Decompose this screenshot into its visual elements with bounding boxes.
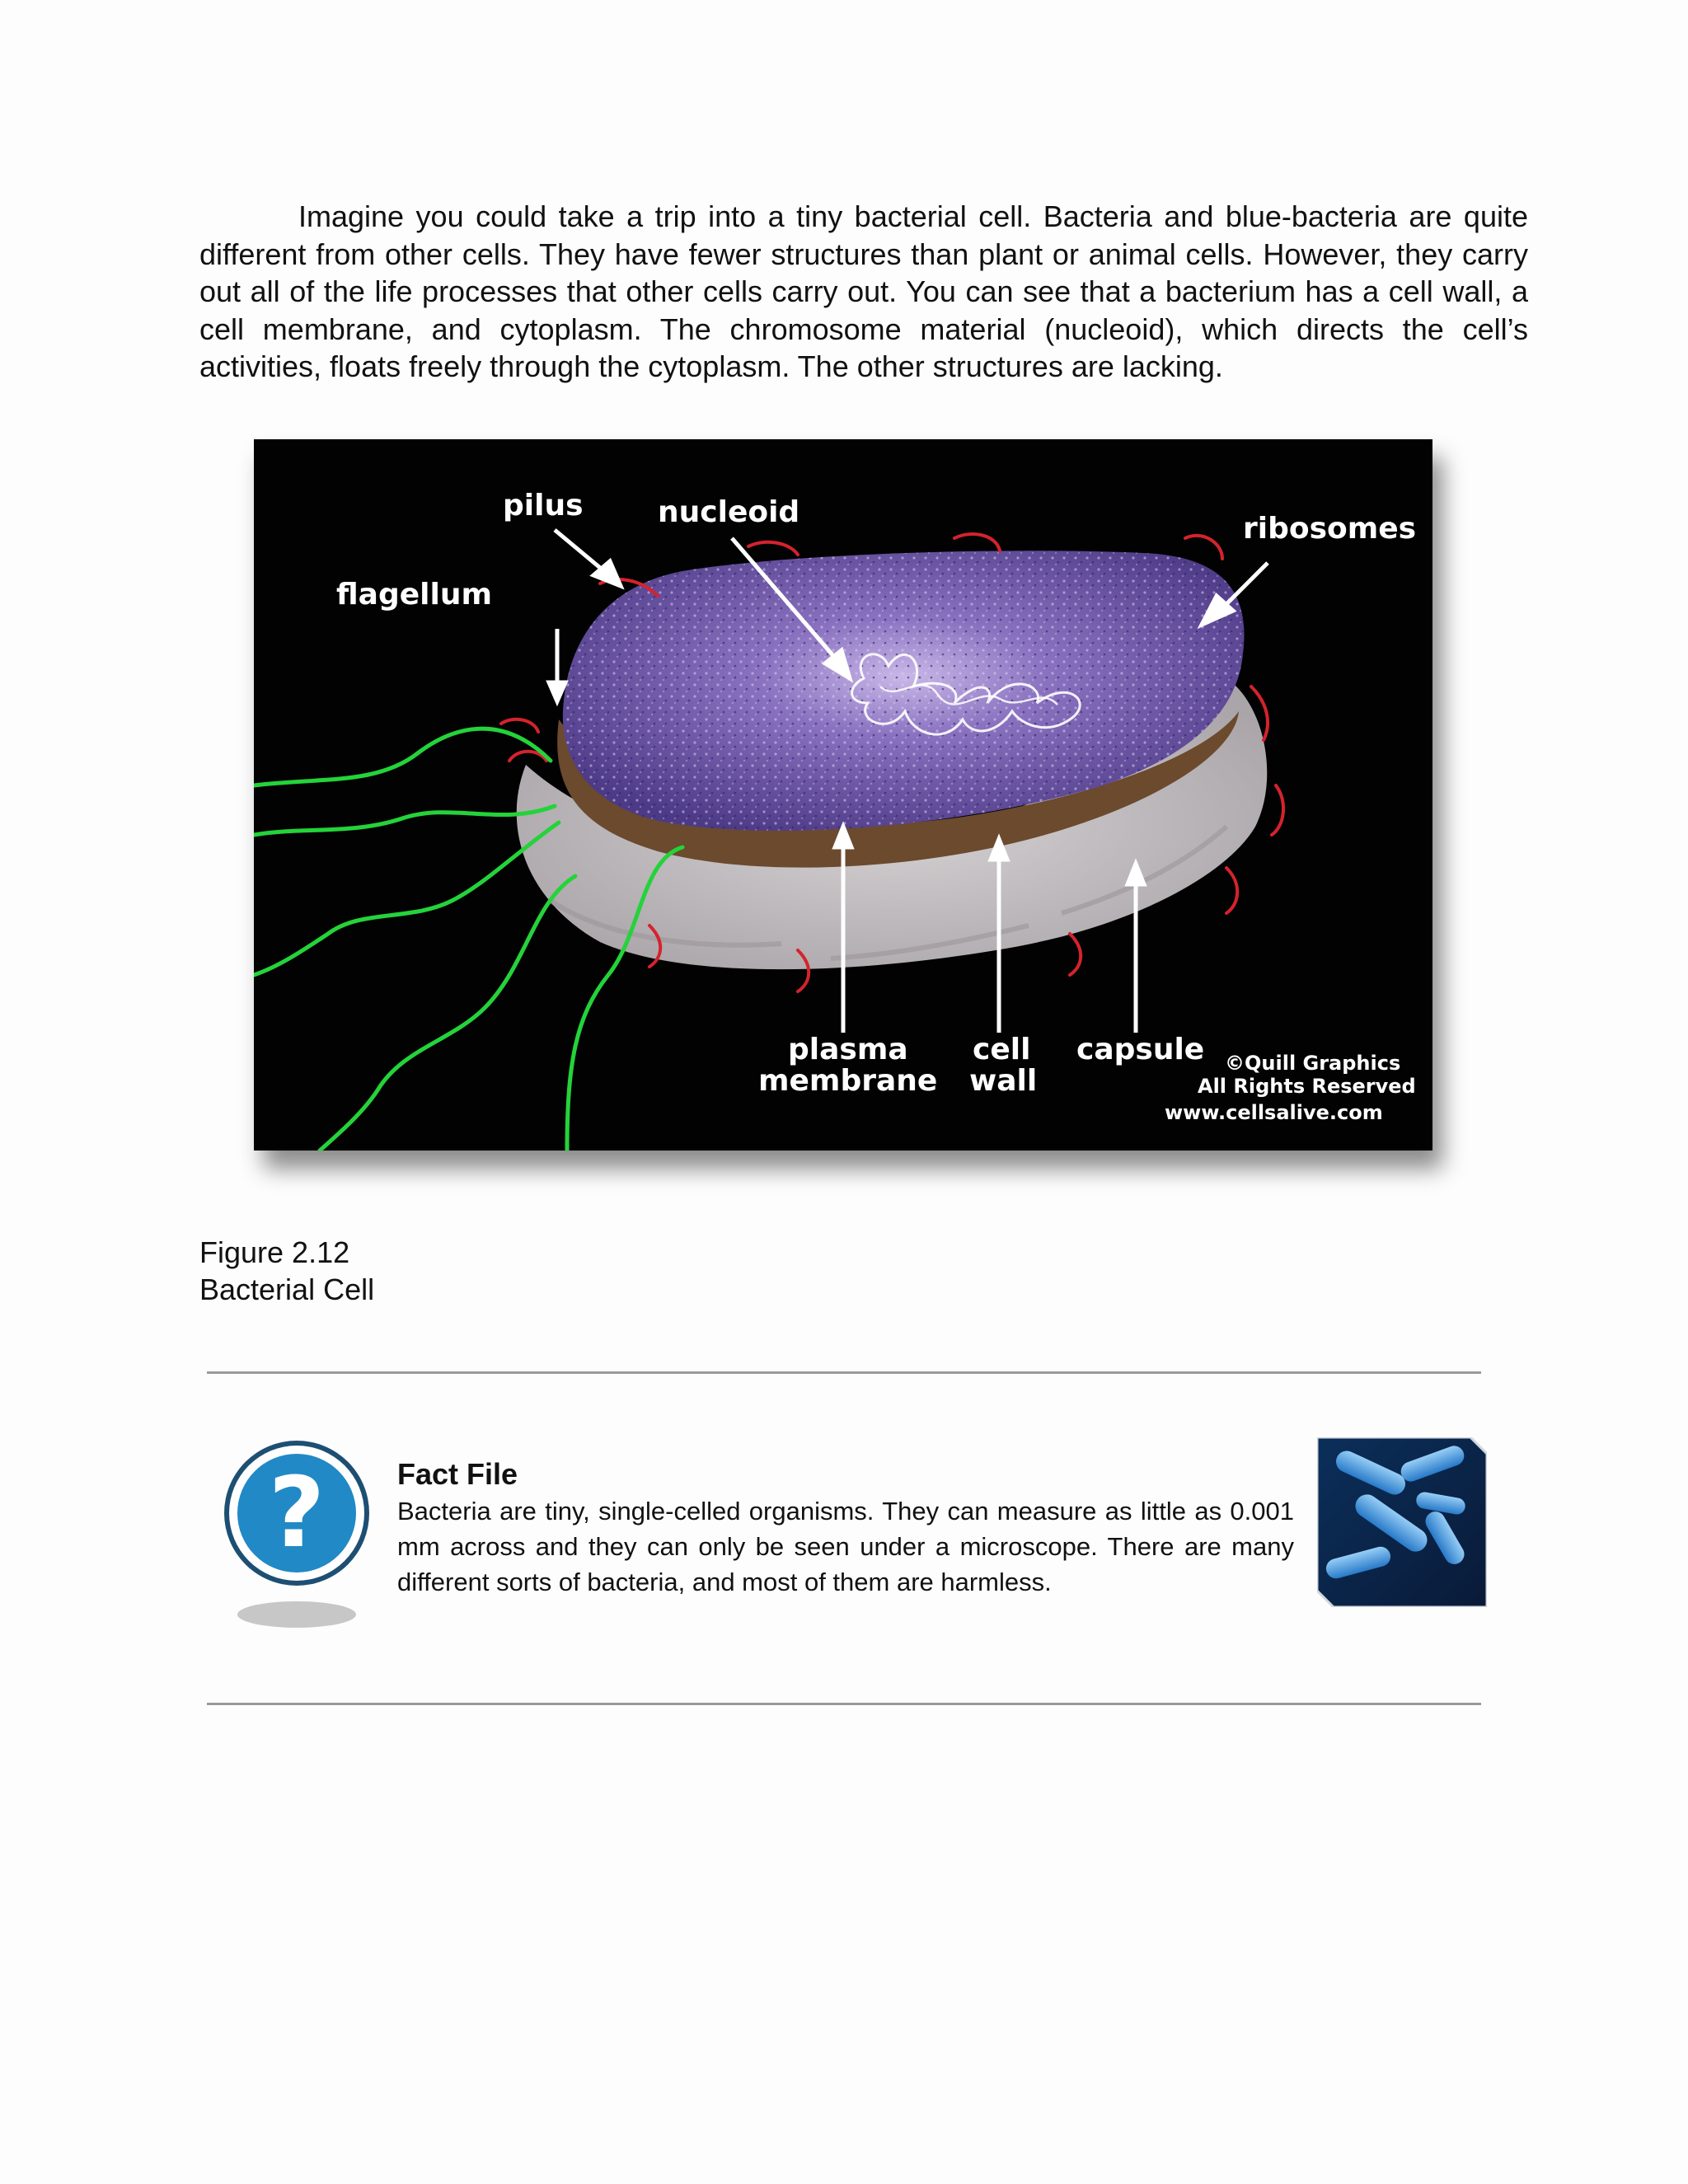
credit-line-2: All Rights Reserved: [1198, 1075, 1416, 1098]
label-capsule: capsule: [1076, 1033, 1205, 1066]
label-membrane: membrane: [758, 1064, 938, 1098]
svg-text:?: ?: [268, 1455, 326, 1569]
label-ribosomes: ribosomes: [1243, 512, 1417, 546]
question-icon: [223, 1439, 371, 1637]
fact-file-body: Bacteria are tiny, single-celled organisms. They can measure as little as 0.001 mm across and they can only be seen under a microscope. There are many different sorts of bacteria, and most of them are harmless.: [397, 1497, 1294, 1596]
intro-paragraph: Imagine you could take a trip into a tiny bacterial cell. Bacteria and blue-bacteria are quite different from other cells. They have fewer structures than plant or animal cells. However, they carry out all of the life processes that other cells carry out. You can see that a bacterium has a cell wall, a cell membrane, and cytoplasm. The chromosome material (nucleoid), which directs the cell’s activities, floats freely through the cytoplasm. The other structures are lacking.: [199, 199, 1528, 383]
divider-bottom: [207, 1703, 1481, 1705]
label-flagellum: flagellum: [336, 578, 492, 612]
divider-top: [207, 1371, 1481, 1374]
bacteria-image: [1317, 1437, 1487, 1607]
label-wall: wall: [969, 1064, 1038, 1098]
label-nucleoid: nucleoid: [658, 495, 800, 529]
label-cell: cell: [973, 1033, 1031, 1066]
figure-caption: [199, 1234, 374, 1308]
figure-number: Figure 2.12: [199, 1235, 350, 1269]
credit-line-1: ©Quill Graphics: [1225, 1052, 1401, 1075]
fact-file-title: Fact File: [397, 1457, 518, 1491]
bacterial-cell-diagram: [254, 439, 1432, 1151]
figure-title: Bacterial Cell: [199, 1272, 375, 1306]
label-pilus: pilus: [503, 489, 584, 523]
credit-line-3: www.cellsalive.com: [1165, 1101, 1383, 1124]
label-plasma: plasma: [788, 1033, 908, 1066]
